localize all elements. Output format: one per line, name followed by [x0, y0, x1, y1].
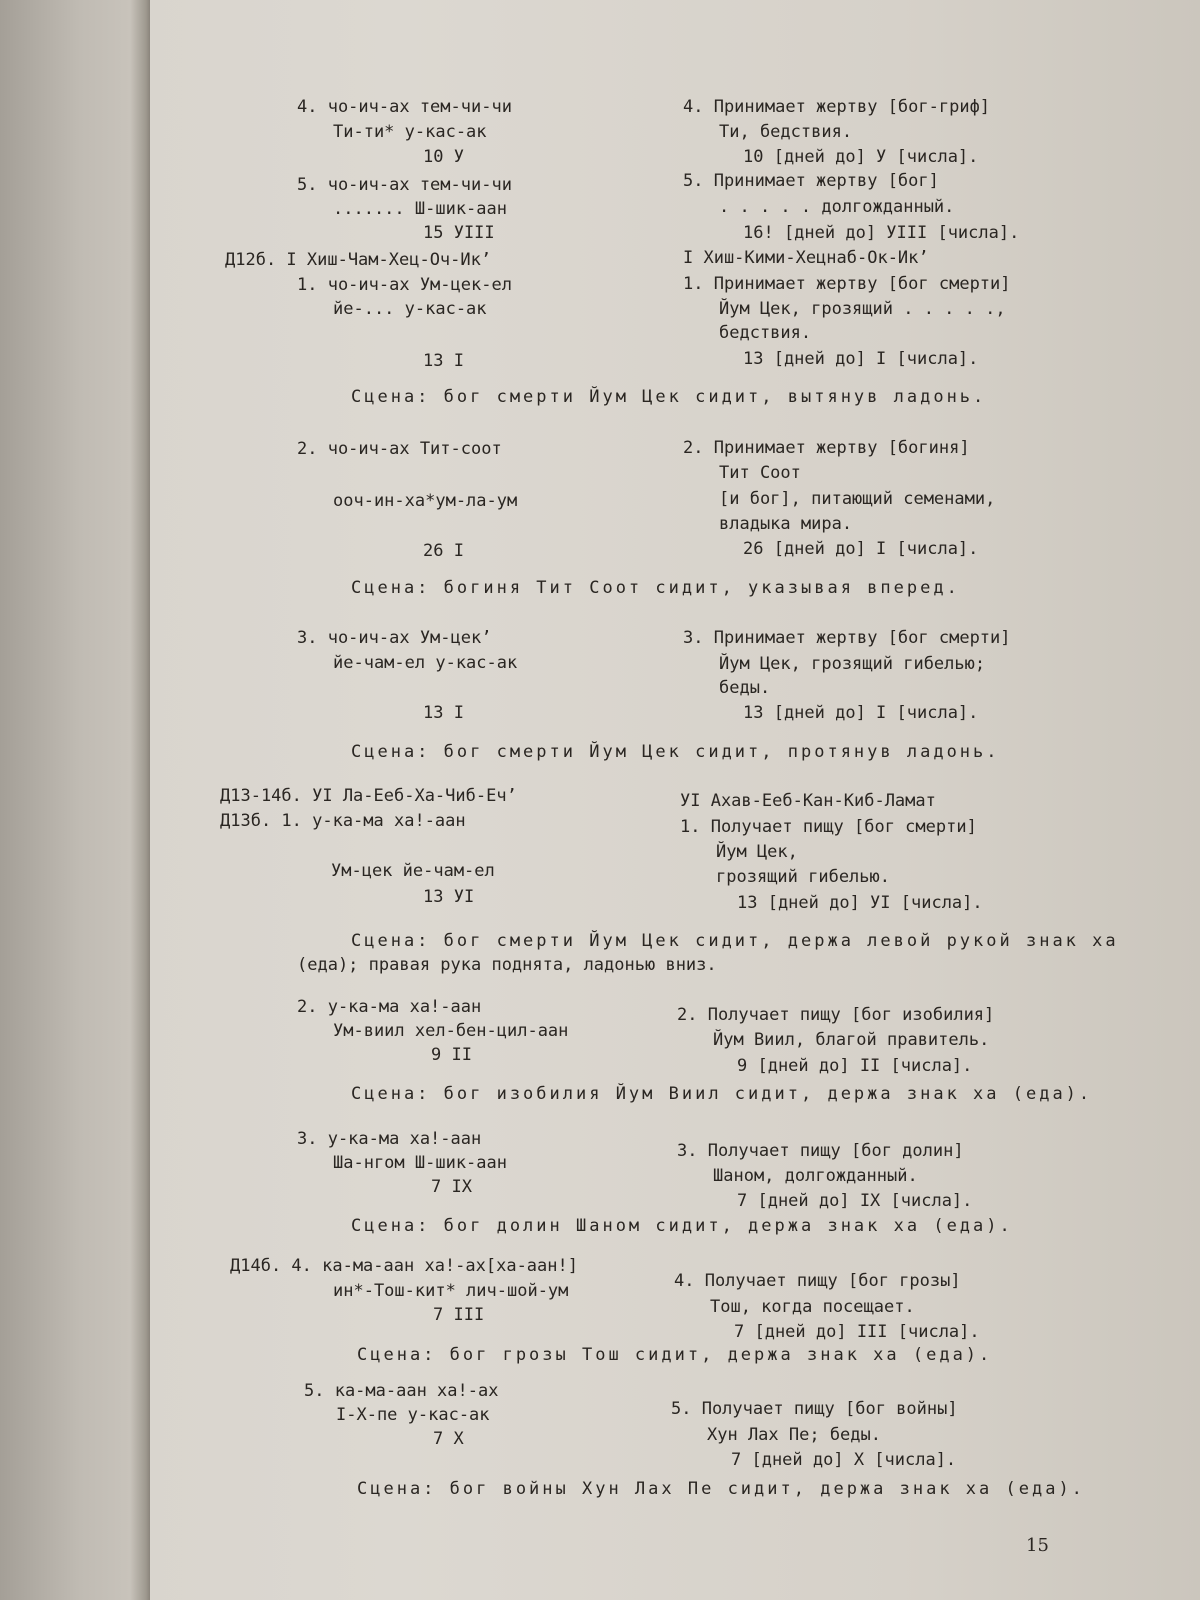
text-line: Д12б. I Хиш-Чам-Хец-Оч-Ик’ — [225, 250, 492, 270]
text-line: Сцена: бог смерти Йум Цек сидит, вытянув ладонь. — [351, 387, 987, 407]
text-line: 7 III — [433, 1305, 485, 1325]
text-line: I Хиш-Кими-Хецнаб-Ок-Ик’ — [683, 248, 929, 268]
text-line: йе-... у-кас-ак — [333, 299, 487, 319]
text-line: 7 [дней до] IX [числа]. — [737, 1191, 973, 1211]
text-line: Ум-цек йе-чам-ел — [331, 861, 495, 881]
page-number: 15 — [1026, 1535, 1049, 1556]
text-line: Сцена: бог долин Шаном сидит, держа знак ха (еда). — [351, 1216, 1013, 1236]
text-line: 7 Х — [433, 1429, 464, 1449]
text-line: Йум Цек, грозящий . . . . ., — [719, 299, 1006, 319]
text-line: Тош, когда посещает. — [710, 1297, 915, 1317]
text-line: 2. у-ка-ма ха!-аан — [297, 997, 482, 1017]
text-line: 3. у-ка-ма ха!-аан — [297, 1129, 482, 1149]
text-line: Ша-нгом Ш-шик-аан — [333, 1153, 507, 1173]
text-line: Сцена: богиня Тит Соот сидит, указывая вперед. — [351, 578, 960, 598]
text-line: Тит Соот — [719, 463, 801, 483]
text-line: Йум Виил, благой правитель. — [713, 1030, 990, 1050]
text-line: 2. чо-ич-ах Тит-соот — [297, 439, 502, 459]
book-gutter — [0, 0, 150, 1600]
text-line: Сцена: бог войны Хун Лах Пе сидит, держа знак ха (еда). — [357, 1479, 1085, 1499]
text-line: Йум Цек, — [716, 842, 798, 862]
text-line: грозящий гибелью. — [716, 867, 890, 887]
text-line: I-Х-пе у-кас-ак — [336, 1405, 490, 1425]
text-line: ооч-ин-ха*ум-ла-ум — [333, 491, 518, 511]
text-line: 26 I — [423, 541, 464, 561]
text-line: 5. ка-ма-аан ха!-ах — [304, 1381, 499, 1401]
text-line: Сцена: бог смерти Йум Цек сидит, держа левой рукой знак ха — [351, 931, 1119, 951]
text-line: 4. Принимает жертву [бог-гриф] — [683, 97, 991, 117]
text-line: Сцена: бог изобилия Йум Виил сидит, держа знак ха (еда). — [351, 1084, 1093, 1104]
text-line: 3. Принимает жертву [бог смерти] — [683, 628, 1011, 648]
text-line: Д14б. 4. ка-ма-аан ха!-ах[ха-аан!] — [230, 1256, 578, 1276]
text-line: 7 IX — [431, 1177, 472, 1197]
text-line: ....... Ш-шик-аан — [333, 199, 507, 219]
text-line: 16! [дней до] УIII [числа]. — [743, 223, 1020, 243]
text-line: 13 [дней до] I [числа]. — [743, 703, 979, 723]
text-line: 13 УI — [423, 887, 475, 907]
text-line: 4. чо-ич-ах тем-чи-чи — [297, 97, 512, 117]
text-line: . . . . . долгожданный. — [719, 197, 955, 217]
text-line: Д13б. 1. у-ка-ма ха!-аан — [220, 811, 466, 831]
text-line: владыка мира. — [719, 514, 853, 534]
text-line: 4. Получает пищу [бог грозы] — [674, 1271, 961, 1291]
text-line: беды. — [719, 678, 771, 698]
text-line: (еда); правая рука поднята, ладонью вниз. — [297, 955, 717, 975]
text-line: Сцена: бог грозы Тош сидит, держа знак ха (еда). — [357, 1345, 993, 1365]
text-line: 26 [дней до] I [числа]. — [743, 539, 979, 559]
text-line: 1. Получает пищу [бог смерти] — [680, 817, 977, 837]
text-line: УI Ахав-Еeб-Кан-Киб-Ламат — [680, 791, 936, 811]
text-line: 9 II — [431, 1045, 472, 1065]
text-line: 3. Получает пищу [бог долин] — [677, 1141, 964, 1161]
text-line: 5. Получает пищу [бог войны] — [671, 1399, 958, 1419]
text-line: 13 I — [423, 703, 464, 723]
text-line: 13 [дней до] УI [числа]. — [737, 893, 983, 913]
text-line: 2. Получает пищу [бог изобилия] — [677, 1005, 995, 1025]
text-line: 7 [дней до] III [числа]. — [734, 1322, 980, 1342]
text-line: 13 I — [423, 351, 464, 371]
text-line: Хун Лах Пе; беды. — [707, 1425, 881, 1445]
text-line: Ум-виил хел-бен-цил-аан — [333, 1021, 569, 1041]
text-line: 5. Принимает жертву [бог] — [683, 171, 939, 191]
text-line: 13 [дней до] I [числа]. — [743, 349, 979, 369]
text-line: 15 УIII — [423, 223, 495, 243]
text-line: Шаном, долгожданный. — [713, 1166, 918, 1186]
text-line: бедствия. — [719, 323, 812, 343]
text-line: Сцена: бог смерти Йум Цек сидит, протянув ладонь. — [351, 742, 1000, 762]
text-line: 1. чо-ич-ах Ум-цек-ел — [297, 275, 512, 295]
text-line: 2. Принимает жертву [богиня] — [683, 438, 970, 458]
text-line: йе-чам-ел у-кас-ак — [333, 653, 518, 673]
text-line: 7 [дней до] Х [числа]. — [731, 1450, 957, 1470]
text-line: 10 У — [423, 147, 464, 167]
text-line: 1. Принимает жертву [бог смерти] — [683, 274, 1011, 294]
text-line: 5. чо-ич-ах тем-чи-чи — [297, 175, 512, 195]
text-line: Ти, бедствия. — [719, 122, 853, 142]
text-line: [и бог], питающий семенами, — [719, 489, 996, 509]
text-line: 10 [дней до] У [числа]. — [743, 147, 979, 167]
text-line: Ти-ти* у-кас-ак — [333, 122, 487, 142]
text-line: Йум Цек, грозящий гибелью; — [719, 654, 986, 674]
text-line: 3. чо-ич-ах Ум-цек’ — [297, 628, 492, 648]
text-line: Д13-14б. УI Ла-Еeб-Ха-Чиб-Еч’ — [220, 786, 517, 806]
text-line: ин*-Тош-кит* лич-шой-ум — [333, 1281, 569, 1301]
text-line: 9 [дней до] II [числа]. — [737, 1056, 973, 1076]
